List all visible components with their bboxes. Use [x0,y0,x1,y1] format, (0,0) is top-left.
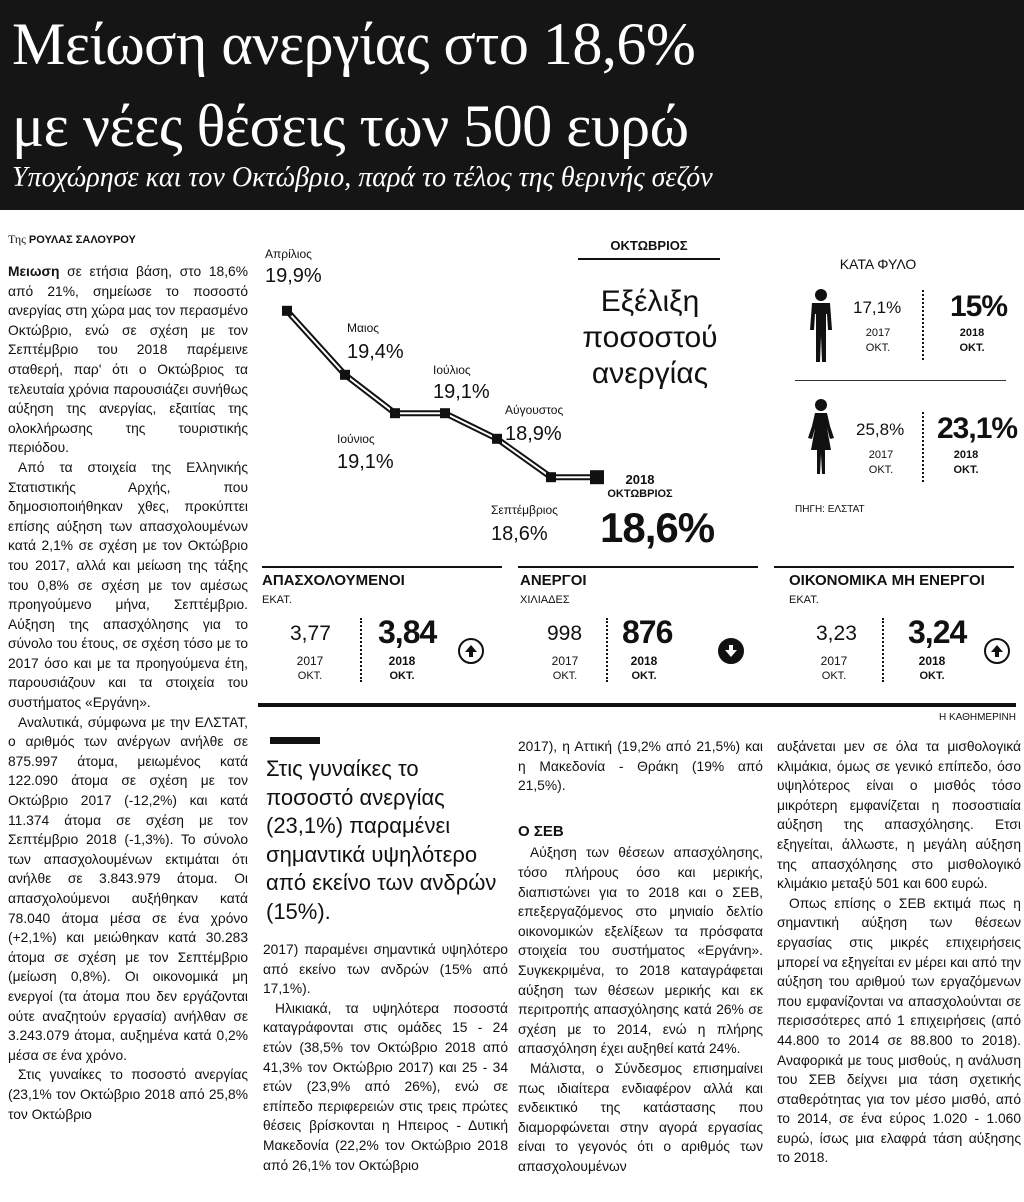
category-label: Μαιος [347,321,380,335]
chart-highlight-header: ΟΚΤΩΒΡΙΟΣ [610,238,688,253]
men-month-2018: ΟΚΤ. [959,342,985,354]
stat-rule [774,566,1014,568]
article-column-4 [777,737,1021,1200]
stat-title: ΑΝΕΡΓΟΙ [520,572,587,589]
trend-up-icon [984,638,1010,664]
stat-value-2017: 998 [547,622,583,645]
stat-value-2018: 3,24 [908,614,967,650]
data-point [546,472,556,482]
stat-value-2017: 3,23 [816,622,857,645]
paragraph: Μάλιστα, ο Σύνδεσμος επισημαίνει πως ιδιαίτερα ενδιαφέρον αλλά και ενδεικτικό της κατάστασης που διαμορφώνεται στην αγορά εργασίας είναι το γεγονός ότι ο αριθμός των απασχολουμένων [518,1060,763,1174]
data-label: 18,6% [491,523,548,545]
headline-line-1: Μείωση ανεργίας στο 18,6% [12,11,696,77]
data-point [340,370,350,380]
source-note: ΠΗΓΗ: ΕΛΣΤΑΤ [795,504,865,515]
stat-rule [262,566,502,568]
stat-unit: ΕΚΑΤ. [262,594,292,606]
men-year-2018: 2018 [959,327,985,339]
headline-line-2: με νέες θέσεις των 500 ευρώ [12,93,689,159]
data-label: 18,9% [505,423,562,445]
stat-value-2018: 3,84 [378,614,437,650]
stat-title: ΑΠΑΣΧΟΛΟΥΜΕΝΟΙ [262,572,405,589]
section-heading: Ο ΣΕΒ [518,822,564,840]
stat-year-2017: 2017 [820,654,848,668]
category-label: Αύγουστος [505,403,564,417]
paragraph: Στις γυναίκες το ποσοστό ανεργίας (23,1% τον Οκτώβριο 2018 από 25,8% τον Οκτώβριο [8,1067,248,1122]
article-column-2 [263,940,508,1200]
men-month-2017: ΟΚΤ. [865,342,891,354]
stat-unit: ΕΚΑΤ. [789,594,819,606]
men-2018-value: 15% [950,290,1008,323]
unemployment-line-chart [255,240,615,550]
stat-year-2017: 2017 [551,654,579,668]
byline-prefix: Της [8,232,26,246]
data-point [390,408,400,418]
subtitle: Υποχώρησε και τον Οκτώβριο, παρά το τέλος της θερινής σεζόν [12,162,713,193]
data-point [440,408,450,418]
category-label: Σεπτέμβριος [491,503,558,517]
stat-month-2017: ΟΚΤ. [821,670,847,682]
pullquote-bar [270,737,320,744]
lead-word: Μειωση [8,264,60,279]
women-month-2018: ΟΚΤ. [953,464,979,476]
women-2017-value: 25,8% [856,420,905,439]
paragraph: Αναλυτικά, σύμφωνα με την ΕΛΣΤΑΤ, ο αριθμός των ανέργων ανήλθε σε 875.997 άτομα, μειωμένος κατά 122.090 άτομα σε σχέση με τον Οκτώβριο 2017 (-12,2%) και κατά 11.374 άτομα σε σχέση με τον Σεπτέμβριο 2018 (-1,3%). Το σύνολο των απασχολουμένων εκτιμάται ότι ανήλθε σε 3.843.979 άτομα. Οι απασχολούμενοι αυξήθηκαν κατά 78.040 άτομα μέσα σε ένα χρόνο (+2,1%) και μειώθηκαν κατά 30.283 άτομα σε σχέση με τον Σεπτέμβριο (μείωση 0,8%). Οι οικονομικά μη ενεργοί (τα άτομα που δεν εργάζονται ούτε αναζητούν εργασία) ανήλθαν σε 3.243.079 άτομα, αυξημένα κατά 0,2% μέσα σε ένα χρόνο. [8,714,248,1063]
stat-year-2018: 2018 [918,654,946,668]
woman-icon [806,398,836,476]
trend-up-icon [458,638,484,664]
stat-rule [518,566,758,568]
data-label: 19,4% [347,341,404,363]
stat-year-2018: 2018 [630,654,658,668]
women-year-2017: 2017 [868,449,894,461]
stat-month-2017: ΟΚΤ. [552,670,578,682]
paragraph: Οπως επίσης ο ΣΕΒ εκτιμά πως η σημαντική αύξηση των θέσεων εργασίας στις μικρές επιχειρήσεις μπορεί να εξηγείται εν μέρει και από την αύξηση του αριθμού των εργαζόμενων που εμφανίζονται να απασχολούνται σε περισσότερες από 1 επιχειρήσεις (από 44.800 το 2014 σε 88.800 το 2018). Αναφορικά με τους μισθούς, η ανάλυση του ΣΕΒ δείχνει μια τάση σχετικής σταθερότητας για τον μέσο μισθό, από το 2014, σε ένα εύρος 1.020 - 1.060 ευρώ, ίσως μια ελαφρά τάση αύξησης το 2018. [777,895,1021,1166]
data-point [282,306,292,316]
paragraph: αυξάνεται μεν σε όλα τα μισθολογικά κλιμάκια, όμως σε γενικό επίπεδο, όσο υψηλότερος είναι ο μισθός τόσο μικρότερη εμφανίζεται η ποσοστιαία αύξηση της απασχόλησης. Ετσι εξηγείται, άλλωστε, η μεγάλη αύξηση της απασχόλησης στο μισθολογικό κλιμάκιο μεταξύ 501 και 600 ευρώ. [777,739,1021,892]
article-column-1 [8,262,248,1197]
man-icon [806,288,836,364]
highlight-rule [578,258,720,260]
byline [8,232,136,247]
stat-month-2018: ΟΚΤ. [919,670,945,682]
publication-credit: Η ΚΑΘΗΜΕΡΙΝΗ [938,712,1016,723]
paragraph-text: σε ετήσια βάση, στο 18,6% από 21%, σημείωσε το ποσοστό ανεργίας στη χώρα μας τον περασμένο Οκτώβριο, ενώ σε σχέση με τον Σεπτέμβριο του 2018 παρέμεινε σταθερή, παρ' ότι ο Οκτώβριος τα τελευταία χρόνια παρουσιάζει συνήθως αύξηση της ανεργίας, εξαιτίας της ολοκλήρωσης της τουριστικής περιόδου. [8,264,248,456]
category-label: Ιούνιος [337,432,375,446]
stat-month-2018: ΟΚΤ. [389,670,415,682]
pullquote: Στις γυναίκες το ποσοστό ανεργίας (23,1%) παραμένει σημαντικά υψηλότερο από εκείνο των ανδρών (15%). [266,756,497,924]
stat-title: ΟΙΚΟΝΟΜΙΚΑ ΜΗ ΕΝΕΡΓΟΙ [789,572,985,589]
data-label: 19,1% [337,451,394,473]
stat-value-2017: 3,77 [290,622,331,645]
highlight-value: 18,6% [600,504,715,551]
article-column-3 [518,737,763,1200]
stat-unit: ΧΙΛΙΑΔΕΣ [520,594,570,606]
divider [922,412,924,482]
divider [606,618,608,682]
paragraph: Αύξηση των θέσεων απασχόλησης, τόσο πλήρους όσο και μερικής, διαπιστώνει για το 2018 και ο ΣΕΒ, επεξεργαζόμενος στο μηνιαίο δελτίο οικονομικών εξελίξεων τα πρόσφατα στοιχεία του συστήματος «Εργάνη». Συγκεκριμένα, το 2018 καταγράφεται αύξηση των θέσεων μερικής και εκ περιτροπής απασχόλησης κατά 26% σε σχέση με το 2014, ενώ η πλήρης απασχόληση έχει αυξηθεί κατά 24%. [518,845,763,1057]
byline-author: ΡΟΥΛΑΣ ΣΑΛΟΥΡΟΥ [28,234,136,246]
paragraph: 2017), η Αττική (19,2% από 21,5%) και η Μακεδονία - Θράκη (19% από 21,5%). [518,739,763,794]
category-label: Ιούλιος [433,363,471,377]
women-2018-value: 23,1% [937,412,1018,445]
paragraph [8,262,248,458]
divider [360,618,362,682]
men-2017-value: 17,1% [853,298,902,317]
data-label: 19,1% [433,381,490,403]
highlight-month: ΟΚΤΩΒΡΙΟΣ [607,488,673,500]
gender-panel-title: ΚΑΤΑ ΦΥΛΟ [839,256,917,272]
stat-month-2018: ΟΚΤ. [631,670,657,682]
data-label: 19,9% [265,265,322,287]
paragraph: Από τα στοιχεία της Ελληνικής Στατιστικής Αρχής, που δημοσιοποιήθηκαν χθες, προκύπτει επίσης αύξηση των απασχολουμένων κατά 2,1% σε σχέση με τον Οκτώβριο του 2017, αλλά και μείωση της τάξης του 0,8% σε σχέση με τον αμέσως προηγούμενο μήνα, Σεπτέμβριο. Αύξηση της απασχόλησης για το σύνολο του έτους, σε σχέση τόσο με το 2017 όσο και με τα προηγούμενα έτη, παρουσιάζουν και τα στοιχεία του συστήματος «Εργάνη». [8,459,248,711]
data-point [492,434,502,444]
section-rule [258,703,1016,707]
divider [922,290,924,360]
trend-down-icon [718,638,744,664]
women-month-2017: ΟΚΤ. [868,464,894,476]
chart-title: Εξέλιξη ποσοστού ανεργίας [582,285,718,390]
women-year-2018: 2018 [953,449,979,461]
men-year-2017: 2017 [865,327,891,339]
stat-year-2018: 2018 [388,654,416,668]
stat-value-2018: 876 [622,614,673,650]
divider [882,618,884,682]
stat-year-2017: 2017 [296,654,324,668]
paragraph: Ηλικιακά, τα υψηλότερα ποσοστά καταγράφονται στις ομάδες 15 - 24 ετών (38,5% τον Οκτώβριο 2018 από 41,3% τον Οκτώβριο 2017) και 25 - 34 ετών (23,9% από 26%), ενώ σε επίπεδο περιφερειών στις τρεις πρώτες θέσεις βρίσκονται η Ηπειρος - Δυτική Μακεδονία (22,2% τον Οκτώβριο 2018 από 26,1% τον Οκτώβριο [263,1000,508,1173]
category-label: Απρίλιος [265,247,312,261]
highlight-year: 2018 [625,472,655,487]
gender-divider [795,380,1006,381]
stat-month-2017: ΟΚΤ. [297,670,323,682]
paragraph: 2017) παραμένει σημαντικά υψηλότερο από εκείνο των ανδρών (15% από 17,1%). [263,942,508,997]
